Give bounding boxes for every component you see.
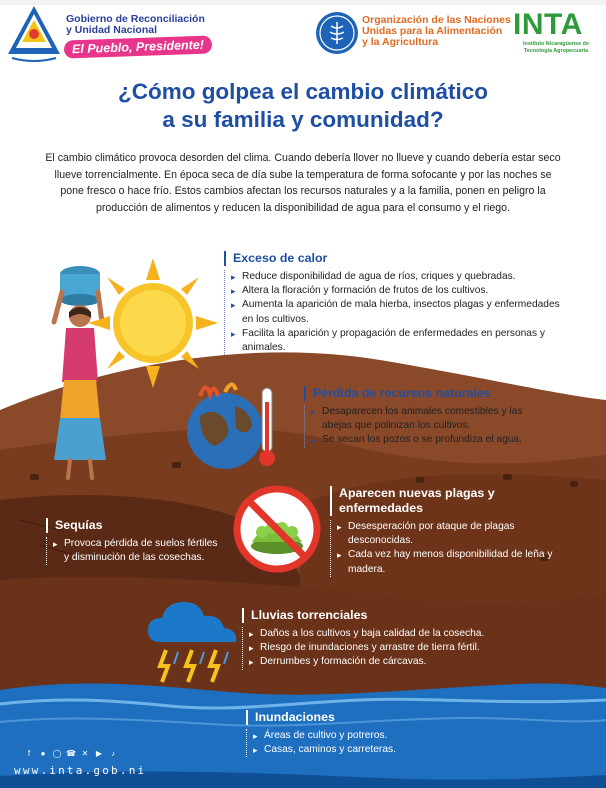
section-sequias: [46, 518, 224, 565]
section-title: Inundaciones: [246, 710, 486, 725]
list-item: ▸ Riesgo de inundaciones y arrastre de tierra fértil.: [249, 641, 562, 655]
section-nuevas-plagas: [330, 486, 566, 577]
section-list: [330, 520, 566, 577]
list-item: ▸ Desaparecen los animales comestibles y las abejas que polinizan los cultivos.: [311, 405, 544, 433]
intro-paragraph: El cambio climático provoca desorden del clima. Cuando debería llover no llueve y cuando debería estar seco llueve torrencialmente. En época seca de día sube la temperatura de forma sofocante y por las noches se pone fresco o hace frío. Estos cambios afectan los recursos naturales y a la familia, ponen en peligro la producción de alimentos y reducen la disponibilidad de agua para el consumo y el riego.: [45, 152, 561, 214]
section-lluvias-torrenciales: [242, 608, 562, 670]
list-item: ▸ Desesperación por ataque de plagas desconocidas.: [337, 520, 566, 548]
top-strip: [0, 0, 606, 5]
fao-line-1: Organización de las Naciones: [362, 14, 511, 26]
government-name: [66, 14, 236, 36]
fao-line-3: y la Agricultura: [362, 36, 439, 48]
section-list: [304, 405, 544, 448]
no-pests-sign-icon: [232, 484, 322, 574]
list-item: ▸ Provoca pérdida de suelos fértiles y disminución de las cosechas.: [53, 537, 224, 565]
instagram-icon[interactable]: ◯: [52, 749, 62, 758]
section-exceso-calor: [224, 251, 560, 355]
inta-subtitle: [506, 41, 606, 54]
section-title: Aparecen nuevas plagas y enfermedades: [330, 486, 566, 516]
list-item: ▸ Aumenta la aparición de mala hierba, insectos plagas y enfermedades en los cultivos.: [231, 298, 560, 326]
inta-logo: INTA: [513, 8, 583, 41]
section-inundaciones: [246, 710, 486, 757]
gov-line-1: Gobierno de Reconciliación: [66, 13, 205, 25]
messenger-icon[interactable]: ●: [40, 749, 46, 758]
section-title: Exceso de calor: [224, 251, 560, 266]
section-title: Sequías: [46, 518, 224, 533]
title-line-1: ¿Cómo golpea el cambio climático: [117, 79, 489, 104]
whatsapp-icon[interactable]: ☎: [66, 749, 76, 758]
tiktok-icon[interactable]: ♪: [111, 749, 115, 758]
title-line-2: a su familia y comunidad?: [162, 107, 444, 132]
list-item: ▸ Facilita la aparición y propagación de enfermedades en personas y animales.: [231, 327, 560, 355]
youtube-icon[interactable]: ▶: [95, 749, 103, 758]
list-item: ▸ Casas, caminos y carreteras.: [253, 743, 486, 757]
gov-line-2: y Unidad Nacional: [66, 24, 158, 36]
section-title: Pérdida de recursos naturales: [304, 386, 544, 401]
nicaragua-emblem-icon: [4, 2, 64, 66]
list-item: ▸ Cada vez hay menos disponibilidad de leña y madera.: [337, 548, 566, 576]
page-title: [0, 78, 606, 134]
section-list: [242, 627, 562, 670]
facebook-icon[interactable]: f: [27, 749, 31, 758]
inta-sub-line-2: Tecnología Agropecuaria: [523, 47, 589, 54]
list-item: ▸ Altera la floración y formación de frutos de los cultivos.: [231, 284, 560, 298]
sun-icon: [88, 258, 218, 388]
fao-line-2: Unidas para la Alimentación: [362, 25, 503, 37]
x-icon[interactable]: ✕: [81, 749, 89, 758]
social-icons: [24, 749, 118, 759]
fao-logo-icon: [314, 10, 360, 56]
list-item: ▸ Reduce disponibilidad de agua de ríos, criques y quebradas.: [231, 270, 560, 284]
section-list: [224, 270, 560, 355]
list-item: ▸ Daños a los cultivos y baja calidad de la cosecha.: [249, 627, 562, 641]
section-title: Lluvias torrenciales: [242, 608, 562, 623]
section-list: [246, 729, 486, 757]
website-link[interactable]: www.inta.gob.ni: [14, 764, 147, 777]
burning-earth-thermometer-icon: [180, 376, 290, 476]
storm-cloud-icon: [140, 592, 250, 692]
section-list: [46, 537, 224, 565]
list-item: ▸ Áreas de cultivo y potreros.: [253, 729, 486, 743]
section-perdida-recursos: [304, 386, 544, 448]
slogan-badge: El Pueblo, Presidente!: [64, 35, 213, 58]
list-item: ▸ Se secan los pozos o se profundiza el agua.: [311, 433, 544, 447]
list-item: ▸ Derrumbes y formación de cárcavas.: [249, 655, 562, 669]
inta-sub-line-1: Instituto Nicaragüense de: [523, 41, 589, 47]
